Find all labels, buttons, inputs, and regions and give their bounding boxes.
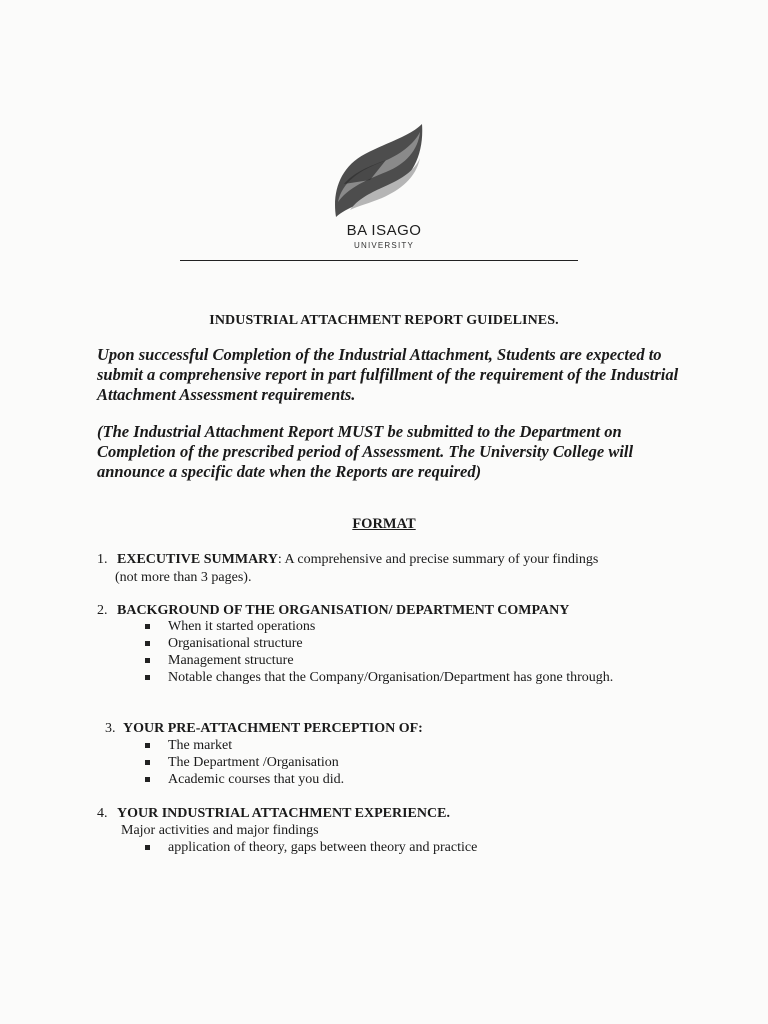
- section-executive-summary: [97, 551, 697, 568]
- section-number: 4.: [97, 806, 108, 821]
- university-name: BA ISAGO: [346, 222, 422, 239]
- section-number: 1.: [97, 552, 108, 567]
- square-bullet-icon: [145, 777, 150, 782]
- square-bullet-icon: [145, 675, 150, 680]
- section-pre-attachment: [105, 720, 705, 737]
- section-number: 2.: [97, 603, 108, 618]
- list-item: Academic courses that you did.: [143, 771, 623, 788]
- square-bullet-icon: [145, 658, 150, 663]
- pre-attachment-bullet-list: [143, 737, 623, 788]
- section-text: : A comprehensive and precise summary of your findings: [277, 552, 599, 567]
- list-item: Notable changes that the Company/Organisation/Department has gone through.: [143, 669, 623, 686]
- section-heading: BACKGROUND OF THE ORGANISATION/ DEPARTMENT COMPANY: [117, 603, 570, 618]
- leaf-flame-logo-icon: [330, 122, 426, 222]
- square-bullet-icon: [145, 845, 150, 850]
- format-heading: FORMAT: [352, 516, 416, 532]
- header-divider: [180, 260, 578, 261]
- square-bullet-icon: [145, 760, 150, 765]
- square-bullet-icon: [145, 743, 150, 748]
- list-item: The market: [143, 737, 623, 754]
- section-heading: YOUR INDUSTRIAL ATTACHMENT EXPERIENCE.: [117, 806, 450, 821]
- list-item: Management structure: [143, 652, 623, 669]
- list-item: Organisational structure: [143, 635, 623, 652]
- intro-paragraph: Upon successful Completion of the Industrial Attachment, Students are expected to submit a comprehensive report in part fulfillment of the requirement of the Industrial Attachment Assessment requirements.: [97, 345, 679, 404]
- section-subtext: Major activities and major findings: [121, 823, 319, 838]
- section-attachment-experience: [97, 805, 697, 822]
- list-item: When it started operations: [143, 618, 623, 635]
- background-bullet-list: [143, 618, 623, 686]
- square-bullet-icon: [145, 641, 150, 646]
- square-bullet-icon: [145, 624, 150, 629]
- university-subtitle: UNIVERSITY: [353, 241, 414, 250]
- section-heading: YOUR PRE-ATTACHMENT PERCEPTION OF:: [123, 721, 423, 736]
- submission-note: (The Industrial Attachment Report MUST be submitted to the Department on Completion of the prescribed period of Assessment. The University College will announce a specific date when the Reports are required): [97, 422, 634, 481]
- list-item: The Department /Organisation: [143, 754, 623, 771]
- section-number: 3.: [105, 721, 116, 736]
- section-continuation: (not more than 3 pages).: [115, 570, 252, 585]
- experience-bullet-list: [143, 839, 623, 856]
- list-item: application of theory, gaps between theory and practice: [143, 839, 623, 856]
- document-title: INDUSTRIAL ATTACHMENT REPORT GUIDELINES.: [209, 313, 559, 328]
- section-background: [97, 602, 697, 619]
- section-heading: EXECUTIVE SUMMARY: [117, 552, 278, 567]
